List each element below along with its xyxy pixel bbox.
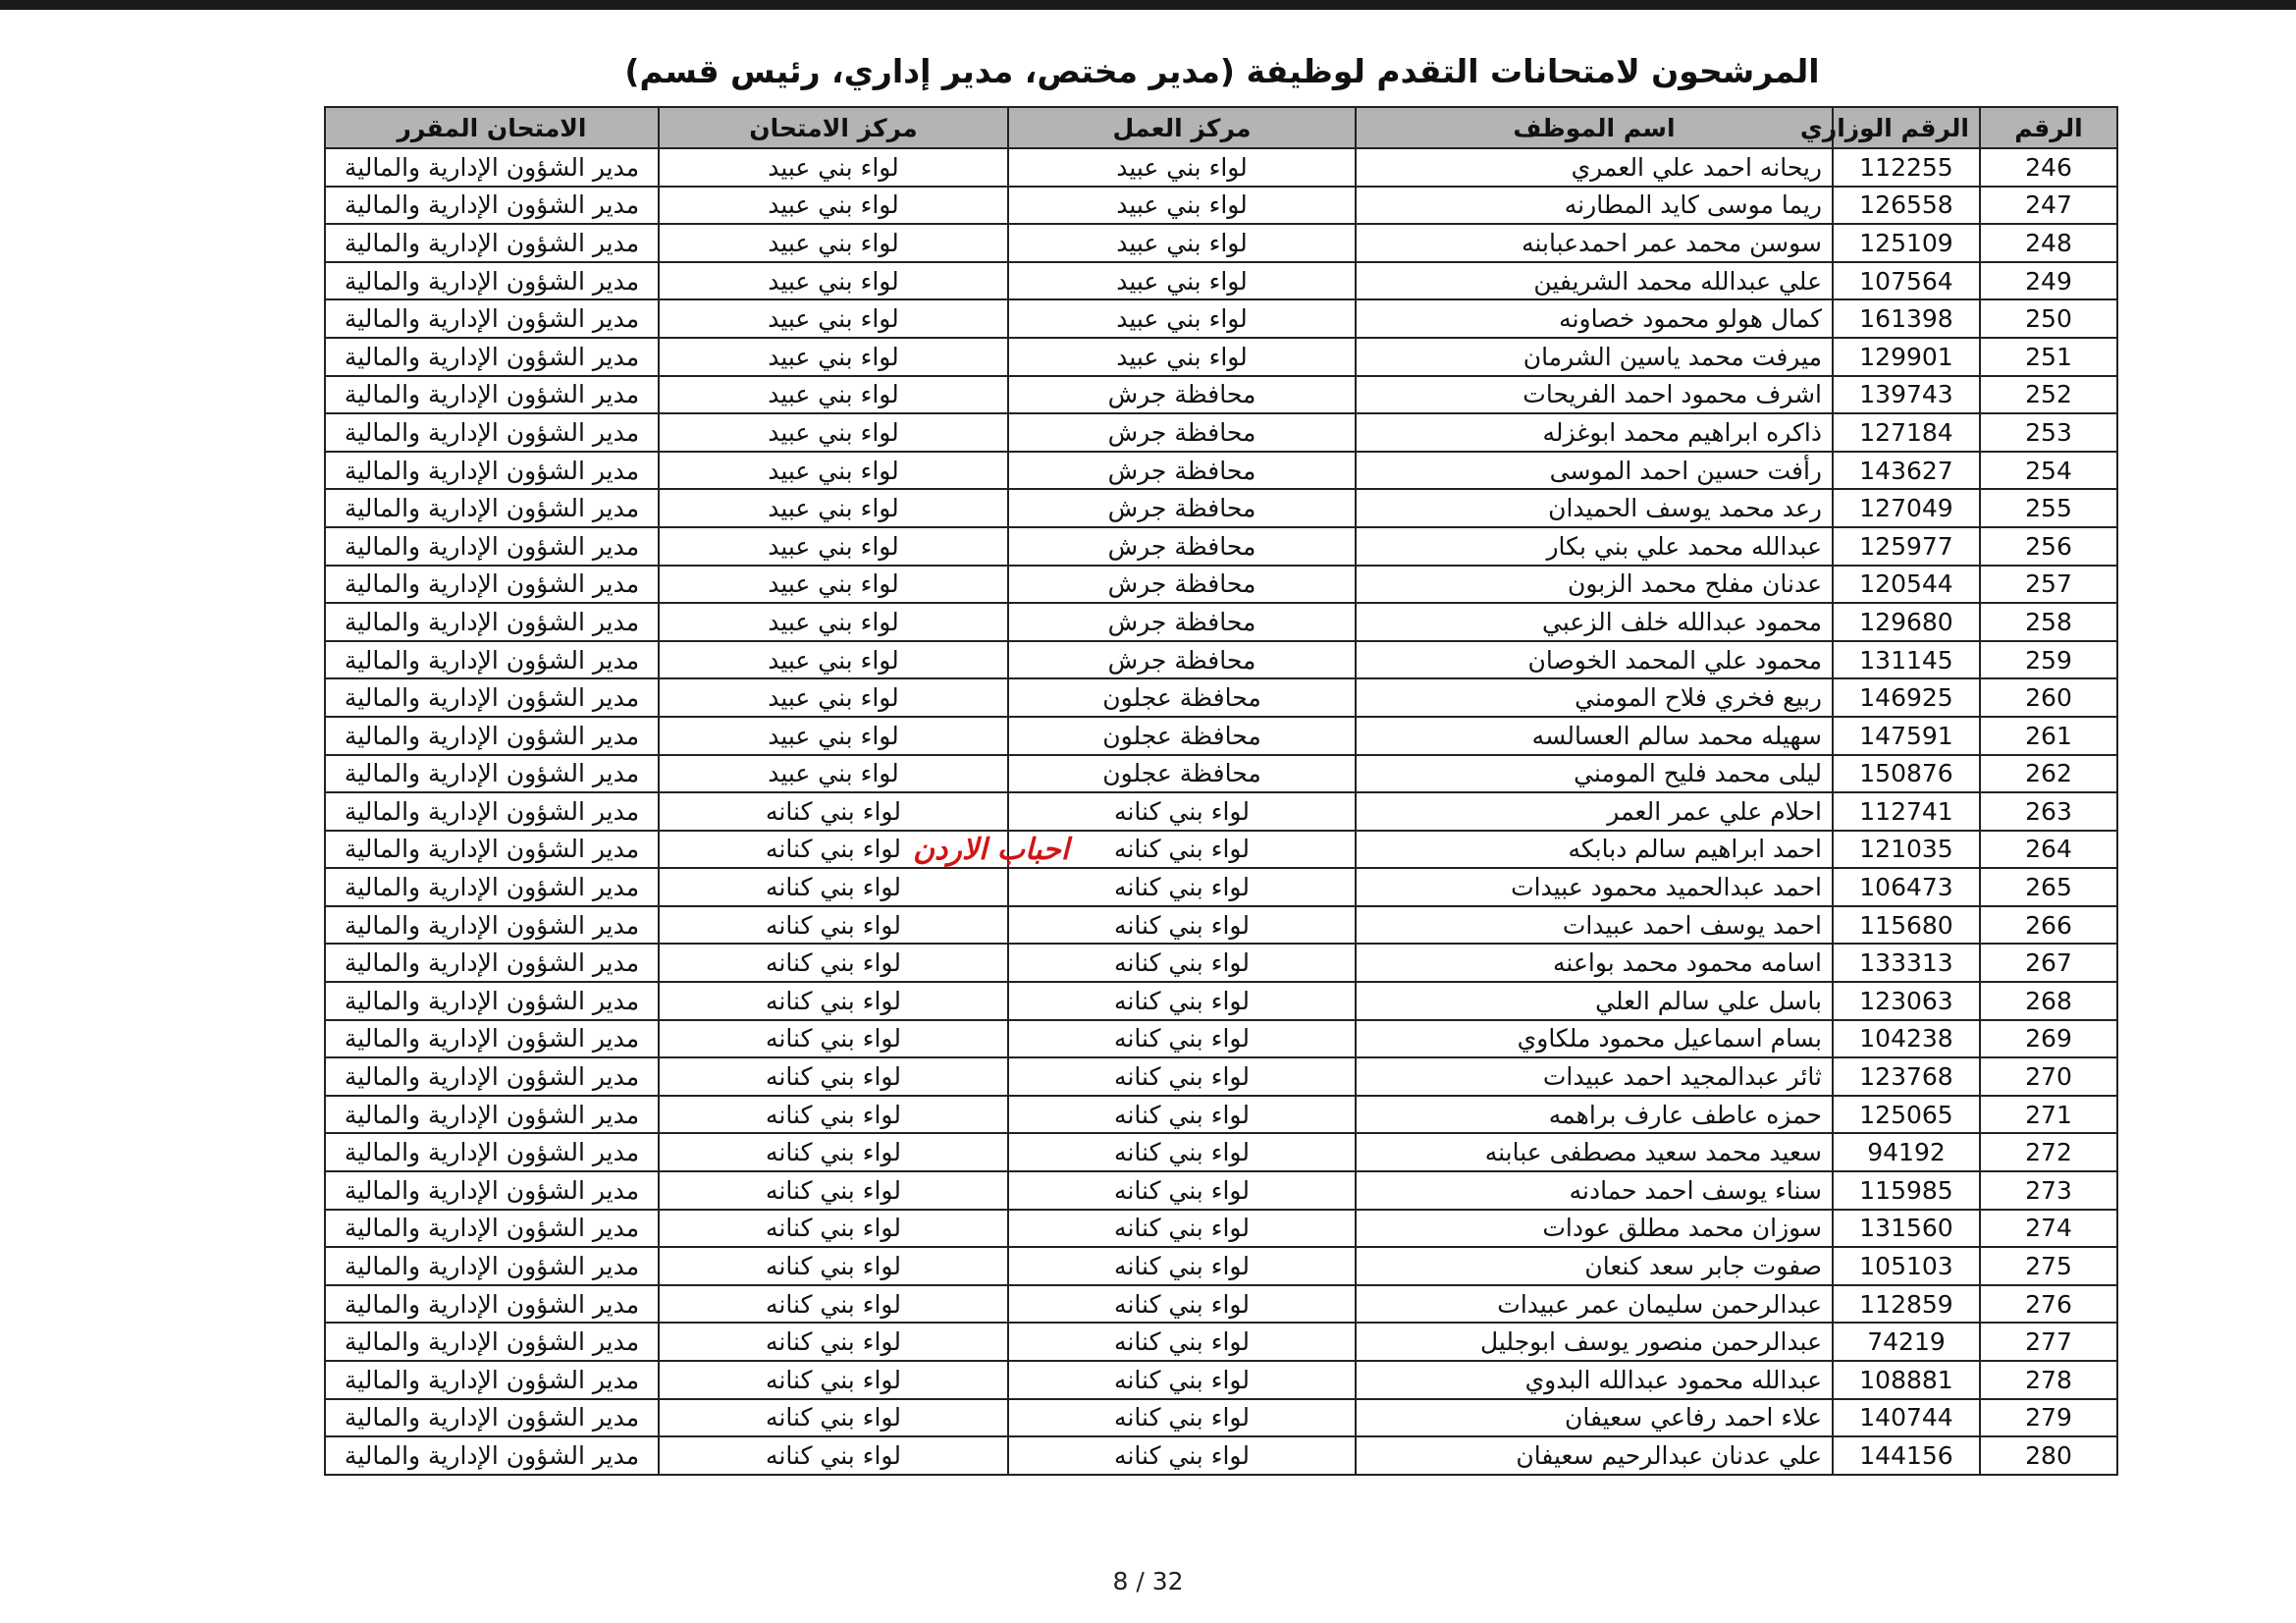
- cell-num: 251: [1980, 338, 2117, 376]
- cell-employee-name: محمود عبدالله خلف الزعبي: [1356, 603, 1833, 641]
- cell-exam-center: لواء بني كنانه: [659, 1436, 1008, 1475]
- cell-ministry-id: 125109: [1833, 224, 1980, 262]
- cell-ministry-id: 140744: [1833, 1399, 1980, 1437]
- cell-work-center: لواء بني كنانه: [1008, 1285, 1356, 1324]
- cell-employee-name: رأفت حسين احمد الموسى: [1356, 452, 1833, 490]
- header-exam-center: مركز الامتحان: [659, 107, 1008, 148]
- cell-num: 247: [1980, 187, 2117, 225]
- cell-scheduled-exam: مدير الشؤون الإدارية والمالية: [325, 1210, 659, 1248]
- cell-employee-name: ليلى محمد فليح المومني: [1356, 755, 1833, 793]
- table-row: [325, 376, 2117, 414]
- table-row: [325, 603, 2117, 641]
- cell-exam-center: لواء بني كنانه: [659, 906, 1008, 945]
- cell-work-center: محافظة جرش: [1008, 413, 1356, 452]
- table-row: [325, 944, 2117, 982]
- cell-exam-center: لواء بني عبيد: [659, 187, 1008, 225]
- cell-employee-name: عبدالله محمد علي بني بكار: [1356, 527, 1833, 566]
- table-body: [325, 148, 2117, 1475]
- cell-work-center: محافظة عجلون: [1008, 755, 1356, 793]
- cell-employee-name: عبدالرحمن سليمان عمر عبيدات: [1356, 1285, 1833, 1324]
- cell-num: 267: [1980, 944, 2117, 982]
- cell-scheduled-exam: مدير الشؤون الإدارية والمالية: [325, 944, 659, 982]
- table-row: [325, 906, 2117, 945]
- table-row: [325, 831, 2117, 869]
- cell-ministry-id: 131560: [1833, 1210, 1980, 1248]
- cell-employee-name: سوسن محمد عمر احمدعبابنه: [1356, 224, 1833, 262]
- cell-num: 255: [1980, 489, 2117, 527]
- cell-ministry-id: 106473: [1833, 868, 1980, 906]
- table-row: [325, 1399, 2117, 1437]
- cell-exam-center: لواء بني كنانه: [659, 1020, 1008, 1058]
- cell-work-center: لواء بني كنانه: [1008, 1247, 1356, 1285]
- cell-ministry-id: 125065: [1833, 1096, 1980, 1134]
- table-row: [325, 1323, 2117, 1361]
- cell-num: 257: [1980, 566, 2117, 604]
- cell-employee-name: عدنان مفلح محمد الزبون: [1356, 566, 1833, 604]
- table-row: [325, 566, 2117, 604]
- cell-exam-center: لواء بني كنانه: [659, 1361, 1008, 1399]
- cell-exam-center: لواء بني عبيد: [659, 566, 1008, 604]
- cell-work-center: محافظة جرش: [1008, 566, 1356, 604]
- cell-employee-name: سعيد محمد سعيد مصطفى عبابنه: [1356, 1133, 1833, 1171]
- table-row: [325, 1361, 2117, 1399]
- cell-ministry-id: 115985: [1833, 1171, 1980, 1210]
- cell-work-center: لواء بني عبيد: [1008, 148, 1356, 187]
- cell-employee-name: عبدالرحمن منصور يوسف ابوجليل: [1356, 1323, 1833, 1361]
- cell-ministry-id: 123768: [1833, 1057, 1980, 1096]
- cell-ministry-id: 105103: [1833, 1247, 1980, 1285]
- watermark-text: احباب الاردن: [913, 833, 1070, 867]
- cell-work-center: لواء بني كنانه: [1008, 1020, 1356, 1058]
- cell-scheduled-exam: مدير الشؤون الإدارية والمالية: [325, 489, 659, 527]
- cell-work-center: محافظة عجلون: [1008, 678, 1356, 717]
- cell-ministry-id: 107564: [1833, 262, 1980, 300]
- cell-work-center: لواء بني كنانه: [1008, 868, 1356, 906]
- cell-work-center: محافظة عجلون: [1008, 717, 1356, 755]
- cell-ministry-id: 127184: [1833, 413, 1980, 452]
- cell-employee-name: ثائر عبدالمجيد احمد عبيدات: [1356, 1057, 1833, 1096]
- cell-num: 259: [1980, 641, 2117, 679]
- cell-ministry-id: 144156: [1833, 1436, 1980, 1475]
- page-number: 8 / 32: [1112, 1567, 1184, 1596]
- cell-employee-name: سهيله محمد سالم العسالسه: [1356, 717, 1833, 755]
- cell-scheduled-exam: مدير الشؤون الإدارية والمالية: [325, 868, 659, 906]
- cell-exam-center: لواء بني كنانه: [659, 1247, 1008, 1285]
- cell-employee-name: عبدالله محمود عبدالله البدوي: [1356, 1361, 1833, 1399]
- cell-num: 264: [1980, 831, 2117, 869]
- cell-employee-name: ريما موسى كايد المطارنه: [1356, 187, 1833, 225]
- cell-employee-name: محمود علي المحمد الخوصان: [1356, 641, 1833, 679]
- table-header-row: [325, 107, 2117, 148]
- table-row: [325, 148, 2117, 187]
- cell-num: 253: [1980, 413, 2117, 452]
- cell-work-center: لواء بني عبيد: [1008, 187, 1356, 225]
- cell-scheduled-exam: مدير الشؤون الإدارية والمالية: [325, 452, 659, 490]
- cell-scheduled-exam: مدير الشؤون الإدارية والمالية: [325, 641, 659, 679]
- cell-exam-center: لواء بني كنانه: [659, 1285, 1008, 1324]
- cell-ministry-id: 131145: [1833, 641, 1980, 679]
- cell-num: 246: [1980, 148, 2117, 187]
- table-row: [325, 755, 2117, 793]
- cell-scheduled-exam: مدير الشؤون الإدارية والمالية: [325, 1133, 659, 1171]
- cell-employee-name: احمد يوسف احمد عبيدات: [1356, 906, 1833, 945]
- cell-num: 268: [1980, 982, 2117, 1020]
- cell-num: 275: [1980, 1247, 2117, 1285]
- header-num: الرقم: [1980, 107, 2117, 148]
- cell-employee-name: علي عبدالله محمد الشريفين: [1356, 262, 1833, 300]
- table-row: [325, 1210, 2117, 1248]
- cell-work-center: لواء بني كنانه: [1008, 1096, 1356, 1134]
- cell-employee-name: احلام علي عمر العمر: [1356, 792, 1833, 831]
- cell-work-center: لواء بني كنانه: [1008, 906, 1356, 945]
- cell-scheduled-exam: مدير الشؤون الإدارية والمالية: [325, 1020, 659, 1058]
- table-row: [325, 527, 2117, 566]
- cell-scheduled-exam: مدير الشؤون الإدارية والمالية: [325, 678, 659, 717]
- cell-employee-name: بسام اسماعيل محمود ملكاوي: [1356, 1020, 1833, 1058]
- cell-employee-name: سوزان محمد مطلق عودات: [1356, 1210, 1833, 1248]
- cell-work-center: لواء بني عبيد: [1008, 262, 1356, 300]
- header-work-center: مركز العمل: [1008, 107, 1356, 148]
- cell-num: 249: [1980, 262, 2117, 300]
- cell-scheduled-exam: مدير الشؤون الإدارية والمالية: [325, 413, 659, 452]
- cell-ministry-id: 161398: [1833, 299, 1980, 338]
- cell-exam-center: لواء بني عبيد: [659, 452, 1008, 490]
- cell-num: 266: [1980, 906, 2117, 945]
- cell-ministry-id: 129680: [1833, 603, 1980, 641]
- cell-employee-name: سناء يوسف احمد حمادنه: [1356, 1171, 1833, 1210]
- cell-employee-name: احمد ابراهيم سالم دبابكه: [1356, 831, 1833, 869]
- cell-scheduled-exam: مدير الشؤون الإدارية والمالية: [325, 1399, 659, 1437]
- cell-work-center: لواء بني كنانه: [1008, 982, 1356, 1020]
- cell-employee-name: علاء احمد رفاعي سعيفان: [1356, 1399, 1833, 1437]
- cell-employee-name: حمزه عاطف عارف براهمه: [1356, 1096, 1833, 1134]
- cell-num: 261: [1980, 717, 2117, 755]
- cell-work-center: محافظة جرش: [1008, 527, 1356, 566]
- cell-num: 273: [1980, 1171, 2117, 1210]
- cell-num: 272: [1980, 1133, 2117, 1171]
- cell-num: 252: [1980, 376, 2117, 414]
- cell-ministry-id: 127049: [1833, 489, 1980, 527]
- cell-exam-center: لواء بني كنانه: [659, 1399, 1008, 1437]
- cell-scheduled-exam: مدير الشؤون الإدارية والمالية: [325, 1057, 659, 1096]
- cell-employee-name: ميرفت محمد ياسين الشرمان: [1356, 338, 1833, 376]
- table-row: [325, 717, 2117, 755]
- cell-ministry-id: 126558: [1833, 187, 1980, 225]
- cell-exam-center: لواء بني عبيد: [659, 413, 1008, 452]
- cell-ministry-id: 104238: [1833, 1020, 1980, 1058]
- cell-num: 262: [1980, 755, 2117, 793]
- header-employee-name: اسم الموظف: [1356, 107, 1833, 148]
- cell-num: 248: [1980, 224, 2117, 262]
- cell-ministry-id: 121035: [1833, 831, 1980, 869]
- table-row: [325, 413, 2117, 452]
- cell-employee-name: ريحانه احمد علي العمري: [1356, 148, 1833, 187]
- cell-ministry-id: 150876: [1833, 755, 1980, 793]
- cell-scheduled-exam: مدير الشؤون الإدارية والمالية: [325, 338, 659, 376]
- cell-work-center: لواء بني كنانه: [1008, 1323, 1356, 1361]
- header-ministry-id: الرقم الوزاري: [1833, 107, 1980, 148]
- cell-scheduled-exam: مدير الشؤون الإدارية والمالية: [325, 187, 659, 225]
- table-row: [325, 489, 2117, 527]
- cell-exam-center: لواء بني كنانه: [659, 944, 1008, 982]
- cell-ministry-id: 143627: [1833, 452, 1980, 490]
- cell-ministry-id: 112255: [1833, 148, 1980, 187]
- table-row: [325, 1436, 2117, 1475]
- page-title: المرشحون لامتحانات التقدم لوظيفة (مدير مختص، مدير إداري، رئيس قسم): [624, 52, 1820, 90]
- cell-work-center: محافظة جرش: [1008, 452, 1356, 490]
- table-row: [325, 1096, 2117, 1134]
- cell-scheduled-exam: مدير الشؤون الإدارية والمالية: [325, 982, 659, 1020]
- cell-exam-center: لواء بني كنانه: [659, 792, 1008, 831]
- cell-scheduled-exam: مدير الشؤون الإدارية والمالية: [325, 1436, 659, 1475]
- cell-exam-center: لواء بني عبيد: [659, 376, 1008, 414]
- cell-exam-center: لواء بني عبيد: [659, 299, 1008, 338]
- cell-ministry-id: 120544: [1833, 566, 1980, 604]
- cell-work-center: لواء بني كنانه: [1008, 1133, 1356, 1171]
- cell-num: 271: [1980, 1096, 2117, 1134]
- cell-employee-name: علي عدنان عبدالرحيم سعيفان: [1356, 1436, 1833, 1475]
- cell-work-center: محافظة جرش: [1008, 376, 1356, 414]
- cell-exam-center: لواء بني عبيد: [659, 755, 1008, 793]
- cell-employee-name: رعد محمد يوسف الحميدان: [1356, 489, 1833, 527]
- cell-employee-name: اشرف محمود احمد الفريحات: [1356, 376, 1833, 414]
- table-row: [325, 262, 2117, 300]
- cell-ministry-id: 112859: [1833, 1285, 1980, 1324]
- cell-work-center: لواء بني عبيد: [1008, 338, 1356, 376]
- header-scheduled-exam: الامتحان المقرر: [325, 107, 659, 148]
- cell-exam-center: لواء بني عبيد: [659, 527, 1008, 566]
- cell-num: 279: [1980, 1399, 2117, 1437]
- cell-employee-name: اسامه محمود محمد بواعنه: [1356, 944, 1833, 982]
- cell-work-center: لواء بني كنانه: [1008, 831, 1356, 869]
- cell-employee-name: احمد عبدالحميد محمود عبيدات: [1356, 868, 1833, 906]
- table-row: [325, 187, 2117, 225]
- table-row: [325, 1285, 2117, 1324]
- cell-num: 254: [1980, 452, 2117, 490]
- cell-work-center: لواء بني كنانه: [1008, 1436, 1356, 1475]
- table-row: [325, 641, 2117, 679]
- table-row: [325, 1020, 2117, 1058]
- cell-work-center: لواء بني كنانه: [1008, 1361, 1356, 1399]
- cell-ministry-id: 139743: [1833, 376, 1980, 414]
- table-row: [325, 1057, 2117, 1096]
- cell-scheduled-exam: مدير الشؤون الإدارية والمالية: [325, 376, 659, 414]
- cell-scheduled-exam: مدير الشؤون الإدارية والمالية: [325, 224, 659, 262]
- cell-ministry-id: 147591: [1833, 717, 1980, 755]
- table-row: [325, 1133, 2117, 1171]
- cell-scheduled-exam: مدير الشؤون الإدارية والمالية: [325, 299, 659, 338]
- cell-scheduled-exam: مدير الشؤون الإدارية والمالية: [325, 1361, 659, 1399]
- table-row: [325, 678, 2117, 717]
- cell-scheduled-exam: مدير الشؤون الإدارية والمالية: [325, 566, 659, 604]
- cell-exam-center: لواء بني عبيد: [659, 148, 1008, 187]
- table-row: [325, 338, 2117, 376]
- candidates-table: [324, 106, 2118, 1476]
- cell-num: 277: [1980, 1323, 2117, 1361]
- cell-work-center: لواء بني كنانه: [1008, 944, 1356, 982]
- table-row: [325, 792, 2117, 831]
- table-row: [325, 224, 2117, 262]
- cell-ministry-id: 123063: [1833, 982, 1980, 1020]
- cell-num: 260: [1980, 678, 2117, 717]
- cell-exam-center: لواء بني عبيد: [659, 224, 1008, 262]
- cell-exam-center: لواء بني عبيد: [659, 262, 1008, 300]
- cell-num: 258: [1980, 603, 2117, 641]
- cell-num: 250: [1980, 299, 2117, 338]
- cell-scheduled-exam: مدير الشؤون الإدارية والمالية: [325, 1285, 659, 1324]
- candidates-table-container: [324, 106, 2116, 1476]
- cell-scheduled-exam: مدير الشؤون الإدارية والمالية: [325, 148, 659, 187]
- cell-exam-center: لواء بني كنانه: [659, 1057, 1008, 1096]
- table-row: [325, 1171, 2117, 1210]
- cell-employee-name: ذاكره ابراهيم محمد ابوغزله: [1356, 413, 1833, 452]
- cell-scheduled-exam: مدير الشؤون الإدارية والمالية: [325, 755, 659, 793]
- cell-ministry-id: 94192: [1833, 1133, 1980, 1171]
- cell-num: 280: [1980, 1436, 2117, 1475]
- cell-work-center: لواء بني كنانه: [1008, 1399, 1356, 1437]
- cell-num: 256: [1980, 527, 2117, 566]
- cell-work-center: محافظة جرش: [1008, 489, 1356, 527]
- cell-scheduled-exam: مدير الشؤون الإدارية والمالية: [325, 1096, 659, 1134]
- cell-scheduled-exam: مدير الشؤون الإدارية والمالية: [325, 792, 659, 831]
- cell-num: 270: [1980, 1057, 2117, 1096]
- cell-scheduled-exam: مدير الشؤون الإدارية والمالية: [325, 603, 659, 641]
- table-row: [325, 982, 2117, 1020]
- cell-employee-name: صفوت جابر سعد كنعان: [1356, 1247, 1833, 1285]
- cell-exam-center: لواء بني كنانه: [659, 1096, 1008, 1134]
- cell-ministry-id: 112741: [1833, 792, 1980, 831]
- cell-exam-center: لواء بني عبيد: [659, 489, 1008, 527]
- cell-ministry-id: 129901: [1833, 338, 1980, 376]
- cell-num: 263: [1980, 792, 2117, 831]
- cell-ministry-id: 146925: [1833, 678, 1980, 717]
- cell-work-center: لواء بني كنانه: [1008, 1210, 1356, 1248]
- cell-ministry-id: 125977: [1833, 527, 1980, 566]
- cell-scheduled-exam: مدير الشؤون الإدارية والمالية: [325, 1323, 659, 1361]
- cell-work-center: لواء بني كنانه: [1008, 1057, 1356, 1096]
- cell-exam-center: لواء بني عبيد: [659, 717, 1008, 755]
- cell-scheduled-exam: مدير الشؤون الإدارية والمالية: [325, 527, 659, 566]
- cell-num: 274: [1980, 1210, 2117, 1248]
- cell-exam-center: لواء بني كنانه: [659, 831, 1008, 869]
- cell-work-center: لواء بني عبيد: [1008, 299, 1356, 338]
- cell-scheduled-exam: مدير الشؤون الإدارية والمالية: [325, 262, 659, 300]
- cell-num: 276: [1980, 1285, 2117, 1324]
- cell-exam-center: لواء بني عبيد: [659, 641, 1008, 679]
- cell-scheduled-exam: مدير الشؤون الإدارية والمالية: [325, 1247, 659, 1285]
- table-row: [325, 452, 2117, 490]
- cell-ministry-id: 133313: [1833, 944, 1980, 982]
- table-row: [325, 1247, 2117, 1285]
- cell-num: 278: [1980, 1361, 2117, 1399]
- cell-work-center: لواء بني كنانه: [1008, 792, 1356, 831]
- cell-work-center: لواء بني عبيد: [1008, 224, 1356, 262]
- cell-num: 265: [1980, 868, 2117, 906]
- cell-work-center: محافظة جرش: [1008, 603, 1356, 641]
- table-row: [325, 868, 2117, 906]
- table-row: [325, 299, 2117, 338]
- cell-scheduled-exam: مدير الشؤون الإدارية والمالية: [325, 906, 659, 945]
- cell-exam-center: لواء بني كنانه: [659, 1171, 1008, 1210]
- cell-employee-name: باسل علي سالم العلي: [1356, 982, 1833, 1020]
- cell-exam-center: لواء بني كنانه: [659, 1323, 1008, 1361]
- cell-ministry-id: 74219: [1833, 1323, 1980, 1361]
- cell-exam-center: لواء بني كنانه: [659, 1133, 1008, 1171]
- cell-exam-center: لواء بني كنانه: [659, 868, 1008, 906]
- cell-scheduled-exam: مدير الشؤون الإدارية والمالية: [325, 831, 659, 869]
- cell-scheduled-exam: مدير الشؤون الإدارية والمالية: [325, 1171, 659, 1210]
- cell-ministry-id: 115680: [1833, 906, 1980, 945]
- cell-exam-center: لواء بني كنانه: [659, 1210, 1008, 1248]
- cell-work-center: محافظة جرش: [1008, 641, 1356, 679]
- cell-exam-center: لواء بني كنانه: [659, 982, 1008, 1020]
- cell-exam-center: لواء بني عبيد: [659, 678, 1008, 717]
- cell-work-center: لواء بني كنانه: [1008, 1171, 1356, 1210]
- cell-exam-center: لواء بني عبيد: [659, 338, 1008, 376]
- cell-employee-name: ربيع فخري فلاح المومني: [1356, 678, 1833, 717]
- cell-scheduled-exam: مدير الشؤون الإدارية والمالية: [325, 717, 659, 755]
- scan-top-edge: [0, 0, 2296, 10]
- cell-exam-center: لواء بني عبيد: [659, 603, 1008, 641]
- cell-ministry-id: 108881: [1833, 1361, 1980, 1399]
- cell-num: 269: [1980, 1020, 2117, 1058]
- cell-employee-name: كمال هولو محمود خصاونه: [1356, 299, 1833, 338]
